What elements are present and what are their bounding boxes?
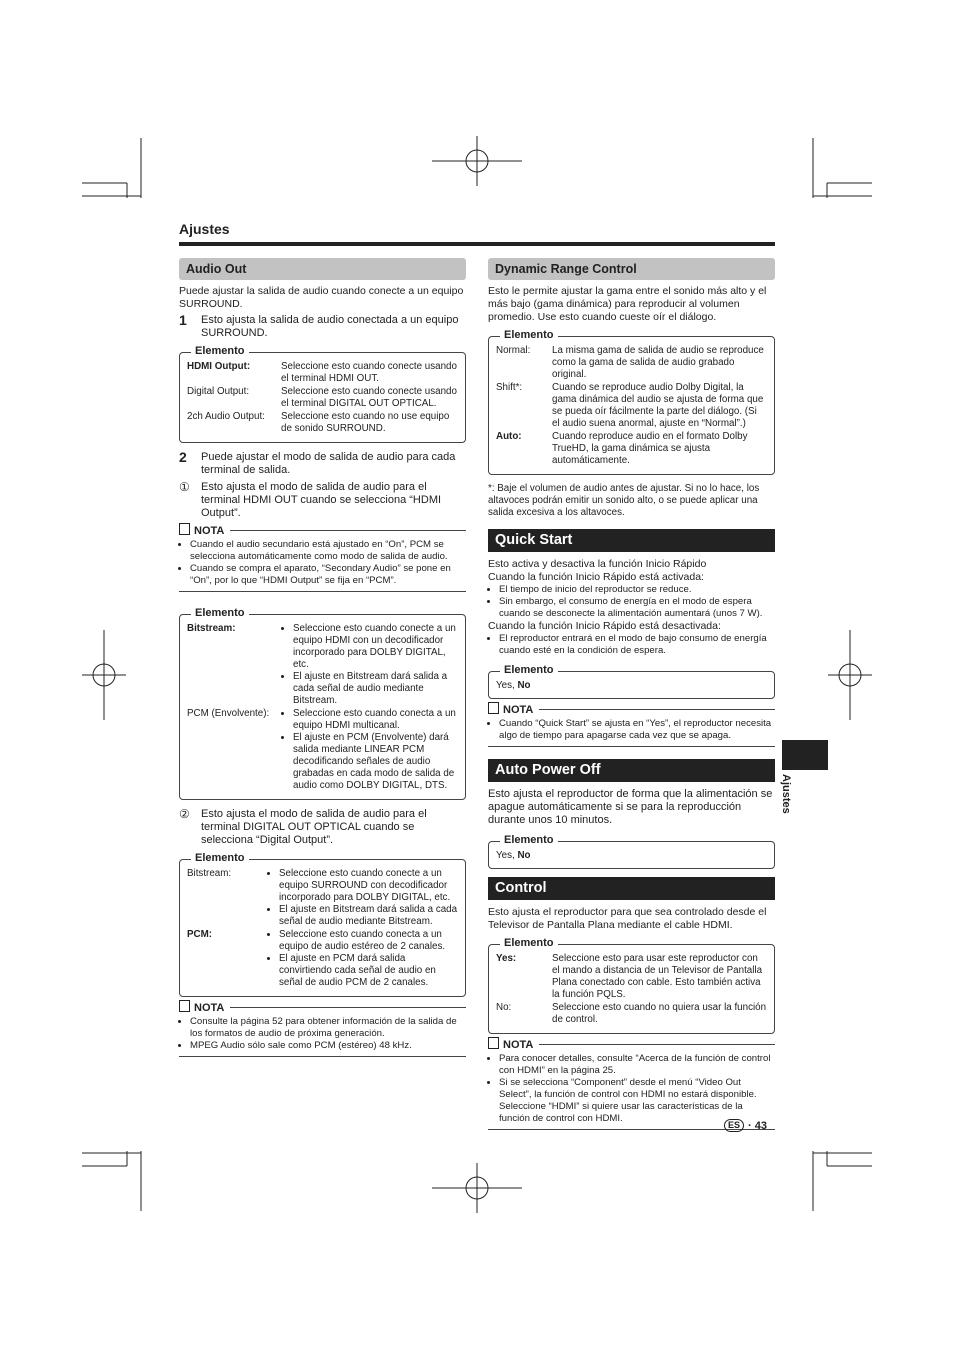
row-key: Bitstream: [187,868,232,879]
box-label: Elemento [500,834,558,847]
list-item: • El ajuste en PCM dará salida convirtiendo cada señal de audio en señal de audio PCM de 2 canales. [279,953,458,989]
substep-2 [179,808,466,847]
note-label: NOTA [179,1000,230,1015]
page-number [724,1119,767,1132]
list-item: • Si se selecciona “Component” desde el menú “Video Out Select”, la función de control con HDMI no estará disponible. Seleccione “HDMI” si quiere usar las características de la función de control con HDMI. [499,1077,775,1125]
audio-out-intro: Puede ajustar la salida de audio cuando conecte a un equipo SURROUND. [179,285,464,310]
substep-text: Esto ajusta el modo de salida de audio para el terminal HDMI OUT cuando se selecciona “HDMI Output”. [201,481,442,519]
list-item: • Seleccione esto cuando conecta a un equipo de audio estéreo de 2 canales. [279,929,458,953]
list-item: • Cuando “Quick Start” se ajusta en “Yes”, el reproductor necesita algo de tiempo para apagarse cada vez que se apaga. [499,718,775,742]
row-key: Bitstream: [187,623,236,634]
list-item: • El reproductor entrará en el modo de bajo consumo de energía cuando esté en la condición de espera. [499,633,775,657]
left-column [179,258,466,1063]
step-2 [179,451,466,477]
drc-intro: Esto le permite ajustar la gama entre el sonido más alto y el más bajo (gama dinámica) para reproducir al volumen promedio. Use esto cuando cueste oír el diálogo. [488,285,767,323]
box-row [187,411,458,435]
row-key: Yes: [496,953,517,964]
row-bullets [267,868,458,928]
section-title-audio-out: Audio Out [179,258,466,280]
element-box-digital-mode [179,852,466,997]
box-row [496,382,767,430]
section-tab [782,740,828,770]
substep-number: ① [179,480,190,494]
note-icon [179,523,190,535]
section-title-control: Control [488,877,775,900]
right-column [488,258,775,1136]
section-title-quick-start: Quick Start [488,529,775,552]
row-key: 2ch Audio Output: [187,411,265,422]
box-label: Elemento [500,937,558,950]
note-label: NOTA [179,523,230,538]
list-item: • Cuando el audio secundario está ajustado en “On”, PCM se selecciona automáticamente como modo de salida de audio. [190,539,466,563]
row-value: Seleccione esto cuando no use equipo de sonido SURROUND. [281,411,450,434]
options-text: Yes, No [496,850,531,861]
drc-footnote: *: Baje el volumen de audio antes de ajustar. Si no lo hace, los altavoces podrán emitir un sonido alto, o se puede aplicar una salida excesiva a los altavoces. [488,483,760,518]
section-tab-label: Ajustes [780,774,792,814]
box-row [496,953,767,1001]
note-list [179,539,466,587]
box-rows [187,361,458,435]
note-label: NOTA [488,702,539,717]
section-title-auto-power-off: Auto Power Off [488,759,775,782]
box-row [187,929,458,989]
box-label: Elemento [500,664,558,677]
box-rows [496,345,767,467]
note-list [488,1053,775,1125]
row-key: Shift*: [496,382,523,393]
note-list [488,718,775,742]
box-label: Elemento [500,329,558,342]
row-key: PCM (Envolvente): [187,708,270,719]
note-icon [488,1037,499,1049]
row-key: Digital Output: [187,386,250,397]
box-rows [496,953,767,1026]
note-block-2 [179,1002,466,1057]
row-value: Seleccione esto para usar este reproductor con el mando a distancia de un Televisor de Pantalla Plana conectado con cable. Esto también activa la función PQLS. [552,953,763,1000]
row-key: No: [496,1002,512,1013]
element-box-quick-start [488,664,775,699]
row-key: HDMI Output: [187,361,251,372]
element-box-control [488,937,775,1034]
substep-1 [179,481,466,520]
list-item: • El tiempo de inicio del reproductor se reduce. [499,584,775,596]
step-1 [179,314,466,340]
row-value: Cuando reproduce audio en el formato Dolby TrueHD, la gama dinámica se ajusta automáticamente. [552,431,748,466]
row-value: La misma gama de salida de audio se reproduce como la gama de salida de audio grabado original. [552,345,764,380]
element-box-audio-output [179,345,466,443]
box-label: Elemento [191,607,249,620]
element-box-hdmi-mode [179,607,466,800]
note-list [179,1016,466,1052]
auto-power-off-intro: Esto ajusta el reproductor de forma que la alimentación se apague automáticamente si se para la reproducción durante unos 10 minutos. [488,788,773,826]
list-item: • MPEG Audio sólo sale como PCM (estéreo) 48 kHz. [190,1040,466,1052]
page-number-text: · 43 [748,1119,767,1132]
list-item: • Seleccione esto cuando conecte a un equipo HDMI con un decodificador incorporado para DOLBY DIGITAL, etc. [293,623,458,671]
section-title-drc: Dynamic Range Control [488,258,775,280]
list-item: • El ajuste en Bitstream dará salida a cada señal de audio mediante Bitstream. [293,671,458,707]
list-item: • El ajuste en Bitstream dará salida a cada señal de audio mediante Bitstream. [279,904,458,928]
row-key: PCM: [187,929,213,940]
row-bullets [267,929,458,989]
control-intro: Esto ajusta el reproductor para que sea controlado desde el Televisor de Pantalla Plana mediante el cable HDMI. [488,906,767,931]
step-number: 1 [179,312,187,328]
row-bullets [281,623,458,707]
box-row [187,868,458,928]
substep-text: Esto ajusta el modo de salida de audio para el terminal DIGITAL OUT OPTICAL cuando se selecciona “Digital Output”. [201,808,427,846]
row-value: Seleccione esto cuando no quiera usar la función de control. [552,1002,767,1025]
note-block-quick-start [488,704,775,747]
note-icon [179,1000,190,1012]
header-rule [179,242,775,246]
list-item: • Consulte la página 52 para obtener información de la salida de los formatos de audio de próxima generación. [190,1016,466,1040]
row-key: Normal: [496,345,531,356]
list-item: • Para conocer detalles, consulte “Acerca de la función de control con HDMI” en la página 25. [499,1053,775,1077]
quick-start-inactive-label: Cuando la función Inicio Rápido está desactivada: [488,620,721,632]
list-item: • Sin embargo, el consumo de energía en el modo de espera cuando se desconecte la alimentación aumentará (unos 7 W). [499,596,775,620]
list-item: • Seleccione esto cuando conecte a un equipo SURROUND con decodificador incorporado para DOLBY DIGITAL, etc. [279,868,458,904]
row-bullets [281,708,458,792]
box-label: Elemento [191,345,249,358]
note-block-control [488,1039,775,1130]
box-label: Elemento [191,852,249,865]
note-block-1 [179,525,466,592]
list-item: • El ajuste en PCM (Envolvente) dará salida mediante LINEAR PCM decodificando señales de audio grabadas en cada modo de salida de audio como DOLBY DIGITAL, DTS. [293,732,458,792]
box-row [496,1002,767,1026]
quick-start-intro: Esto activa y desactiva la función Inicio Rápido [488,558,707,570]
row-key: Auto: [496,431,522,442]
box-row [187,623,458,707]
step-text: Puede ajustar el modo de salida de audio para cada terminal de salida. [201,451,456,476]
options-text: Yes, No [496,680,531,691]
box-row [187,386,458,410]
quick-start-active-list [488,584,775,620]
row-value: Cuando se reproduce audio Dolby Digital, la gama dinámica del audio se ajusta de forma que se pueda oír fácilmente la parte del diálogo. (Si el audio suena anormal, ajuste en “Normal”.) [552,382,764,429]
quick-start-inactive-list [488,633,775,657]
list-item: • Seleccione esto cuando conecta a un equipo HDMI multicanal. [293,708,458,732]
substep-number: ② [179,807,190,821]
box-row [496,431,767,467]
note-label: NOTA [488,1037,539,1052]
box-row [187,361,458,385]
element-box-auto-power-off [488,834,775,869]
language-badge: ES [724,1119,744,1132]
quick-start-active-label: Cuando la función Inicio Rápido está activada: [488,571,704,583]
step-text: Esto ajusta la salida de audio conectada a un equipo SURROUND. [201,314,459,339]
element-box-drc [488,329,775,475]
list-item: • Cuando se compra el aparato, “Secondary Audio” se pone en “On”, por lo que “HDMI Output” se fija en “PCM”. [190,563,466,587]
box-row [187,708,458,792]
row-value: Seleccione esto cuando conecte usando el terminal DIGITAL OUT OPTICAL. [281,386,457,409]
note-icon [488,702,499,714]
box-rows [187,623,458,792]
step-number: 2 [179,449,187,465]
box-rows [187,868,458,989]
page-heading: Ajustes [179,221,230,237]
row-value: Seleccione esto cuando conecte usando el terminal HDMI OUT. [281,361,457,384]
box-row [496,345,767,381]
